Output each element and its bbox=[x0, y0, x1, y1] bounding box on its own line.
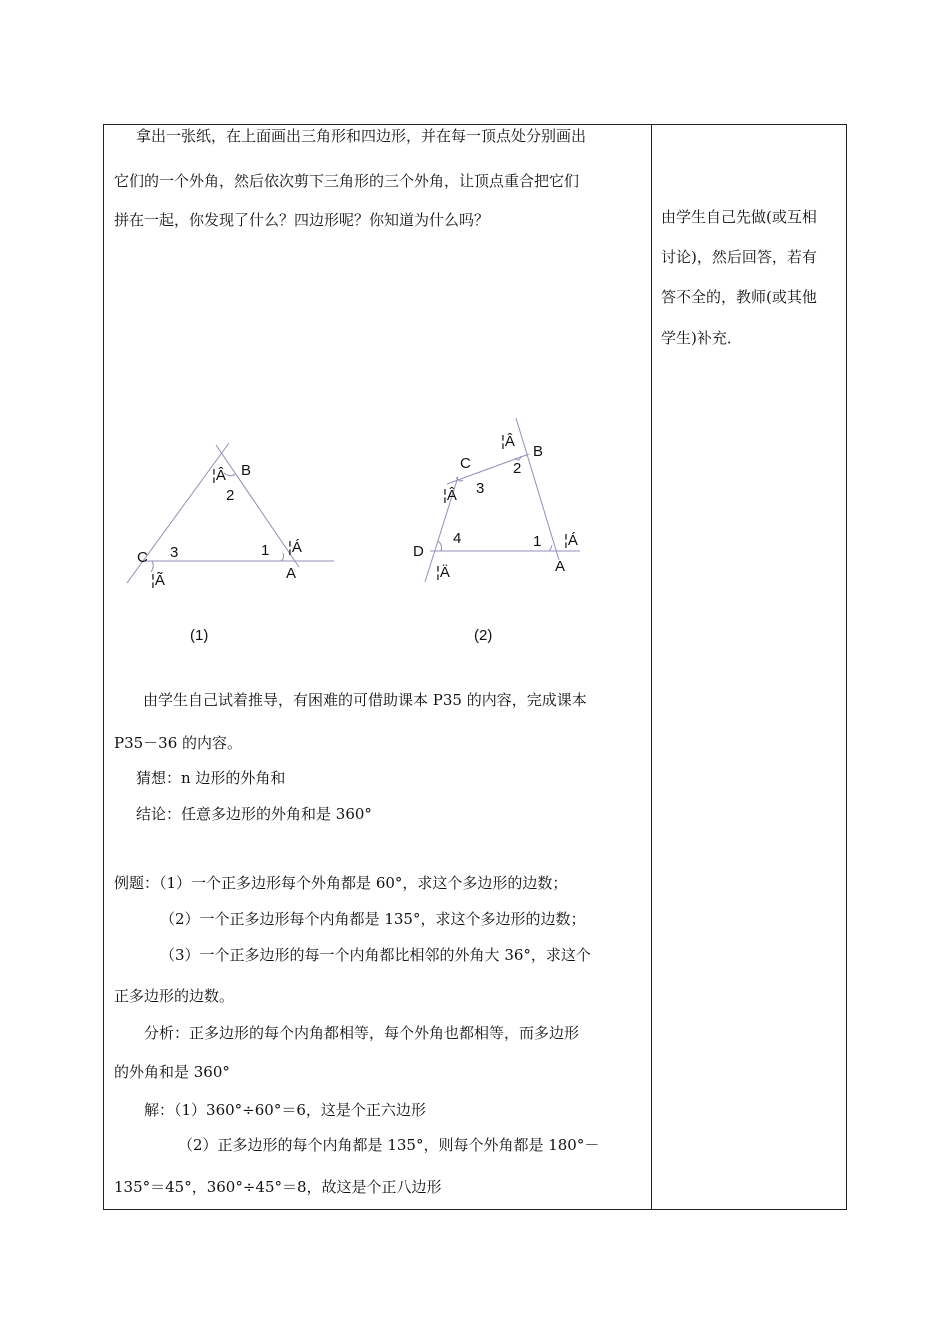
fig2-label-beta-c: ¦Â bbox=[443, 487, 457, 504]
intro-line-3: 拼在一起，你发现了什么？四边形呢？你知道为什么吗？ bbox=[114, 211, 490, 229]
fig2-label-1: 1 bbox=[533, 533, 542, 550]
fig1-label-C: C bbox=[137, 549, 148, 566]
fig1-arc-c bbox=[151, 561, 153, 572]
fig2-label-3: 3 bbox=[476, 480, 485, 497]
fig2-label-B: B bbox=[533, 443, 544, 460]
fig1-side-ba bbox=[216, 445, 299, 567]
fig2-arc-d bbox=[438, 541, 442, 551]
intro-line-1: 拿出一张纸，在上面画出三角形和四边形，并在每一顶点处分别画出 bbox=[136, 127, 587, 145]
fig2-label-D: D bbox=[413, 543, 424, 560]
fig2-label-2: 2 bbox=[513, 460, 522, 477]
fig1-label-alpha: ¦Á bbox=[288, 539, 302, 556]
intro-line-2: 它们的一个外角，然后依次剪下三角形的三个外角，让顶点重合把它们 bbox=[114, 172, 580, 190]
solution-line-1: 解：（1）360°÷60°＝6，这是个正六边形 bbox=[144, 1101, 426, 1119]
fig2-arc-a bbox=[549, 545, 552, 551]
fig1-label-beta: ¦Â bbox=[212, 467, 226, 484]
example-line-3: （3）一个正多边形的每一个内角都比相邻的外角大 36°，求这个 bbox=[160, 946, 591, 964]
solution-line-3: 135°＝45°，360°÷45°＝8，故这是个正八边形 bbox=[114, 1178, 442, 1196]
fig2-label-delta: ¦Ä bbox=[436, 564, 450, 581]
fig1-arc-a bbox=[281, 553, 284, 561]
figure-1-triangle bbox=[127, 443, 334, 583]
analysis-line-2: 的外角和是 360° bbox=[114, 1063, 230, 1081]
fig1-caption: (1) bbox=[190, 627, 209, 644]
right-note-line-2: 讨论)，然后回答，若有 bbox=[661, 248, 817, 266]
fig1-label-A: A bbox=[286, 565, 297, 582]
fig1-label-gamma: ¦Ã bbox=[151, 572, 165, 589]
fig2-label-C: C bbox=[460, 455, 471, 472]
example-line-1: 例题：（1）一个正多边形每个外角都是 60°，求这个多边形的边数； bbox=[114, 874, 568, 892]
conclusion-text: 结论：任意多边形的外角和是 360° bbox=[136, 805, 372, 823]
derive-line-1: 由学生自己试着推导，有困难的可借助课本 P35 的内容，完成课本 bbox=[143, 691, 587, 709]
right-note-line-1: 由学生自己先做(或互相 bbox=[661, 208, 817, 226]
derive-line-2: P35－36 的内容。 bbox=[114, 734, 243, 752]
fig2-label-4: 4 bbox=[453, 530, 462, 547]
solution-line-2: （2）正多边形的每个内角都是 135°，则每个外角都是 180°－ bbox=[178, 1136, 600, 1154]
example-line-4: 正多边形的边数。 bbox=[114, 987, 235, 1005]
fig2-label-beta-b: ¦Â bbox=[501, 433, 515, 450]
right-note-line-3: 答不全的，教师(或其他 bbox=[661, 288, 817, 306]
right-note-line-4: 学生)补充． bbox=[661, 329, 742, 347]
fig2-caption: (2) bbox=[474, 627, 493, 644]
analysis-line-1: 分析：正多边形的每个内角都相等，每个外角也都相等，而多边形 bbox=[144, 1024, 580, 1042]
fig1-label-2: 2 bbox=[226, 487, 235, 504]
example-line-2: （2）一个正多边形每个内角都是 135°，求这个多边形的边数； bbox=[160, 910, 586, 928]
fig2-label-A: A bbox=[555, 558, 566, 575]
fig2-label-alpha: ¦Á bbox=[564, 532, 578, 549]
fig1-label-1: 1 bbox=[261, 542, 270, 559]
fig1-label-B: B bbox=[241, 462, 252, 479]
fig1-label-3: 3 bbox=[170, 544, 179, 561]
guess-text: 猜想：n 边形的外角和 bbox=[136, 769, 286, 787]
